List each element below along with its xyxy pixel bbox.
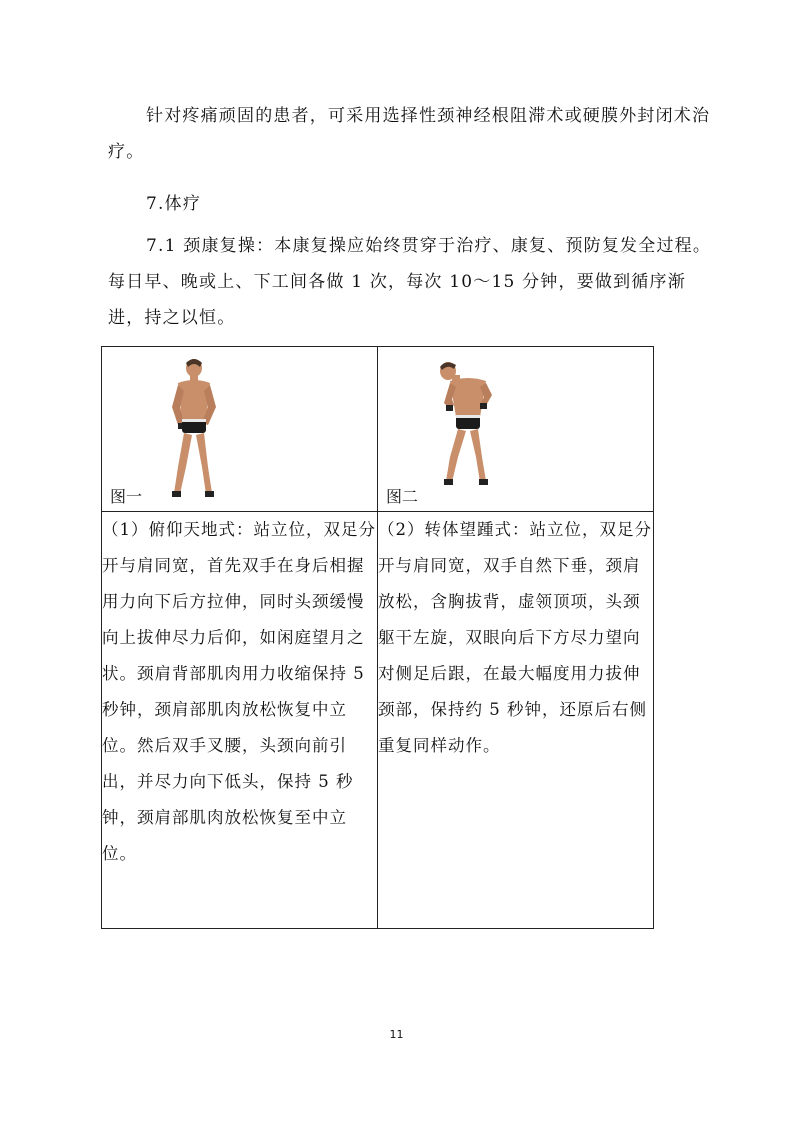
paragraph-nerve-block: 针对疼痛顽固的患者，可采用选择性颈神经根阻滞术或硬膜外封闭术治疗。 [108, 106, 711, 162]
paragraph-neck-rehab-exercise: 7.1 颈康复操：本康复操应始终贯穿于治疗、康复、预防复发全过程。每日早、晚或上、下工间各做 1 次，每次 10～15 分钟，要做到循序渐进，持之以恒。 [108, 236, 712, 328]
figure-cell-2 [378, 347, 654, 512]
description-cell-1 [102, 512, 378, 929]
figure-label-2: 图二 [386, 487, 419, 506]
exercise-description-1: （1）俯仰天地式：站立位，双足分开与肩同宽，首先双手在身后相握用力向下后方拉伸，同时头颈缓慢向上拔伸尽力后仰，如闲庭望月之状。颈肩背部肌肉用力收缩保持 5 秒钟，颈肩部肌肉放松恢复中立位。然后双手叉腰，头颈向前引出，并尽力向下低头，保持 5 秒钟，颈肩部肌肉放松恢复至中立位。 [102, 520, 376, 863]
exercise-table [101, 346, 654, 929]
description-cell-2 [378, 512, 654, 929]
section-heading-exercise: 7.体疗 [146, 194, 202, 214]
man-twisting-looking-down-figure [430, 355, 505, 490]
man-arms-behind-back-figure [160, 355, 230, 505]
page-number: 11 [389, 1028, 404, 1041]
figure-cell-1 [102, 347, 378, 512]
exercise-description-2: （2）转体望踵式：站立位，双足分开与肩同宽，双手自然下垂，颈肩放松，含胸拔背，虚领顶项，头颈躯干左旋，双眼向后下方尽力望向对侧足后跟，在最大幅度用力拔伸颈部，保持约 5 秒钟，还原后右侧重复同样动作。 [378, 520, 652, 755]
figure-label-1: 图一 [110, 487, 143, 506]
